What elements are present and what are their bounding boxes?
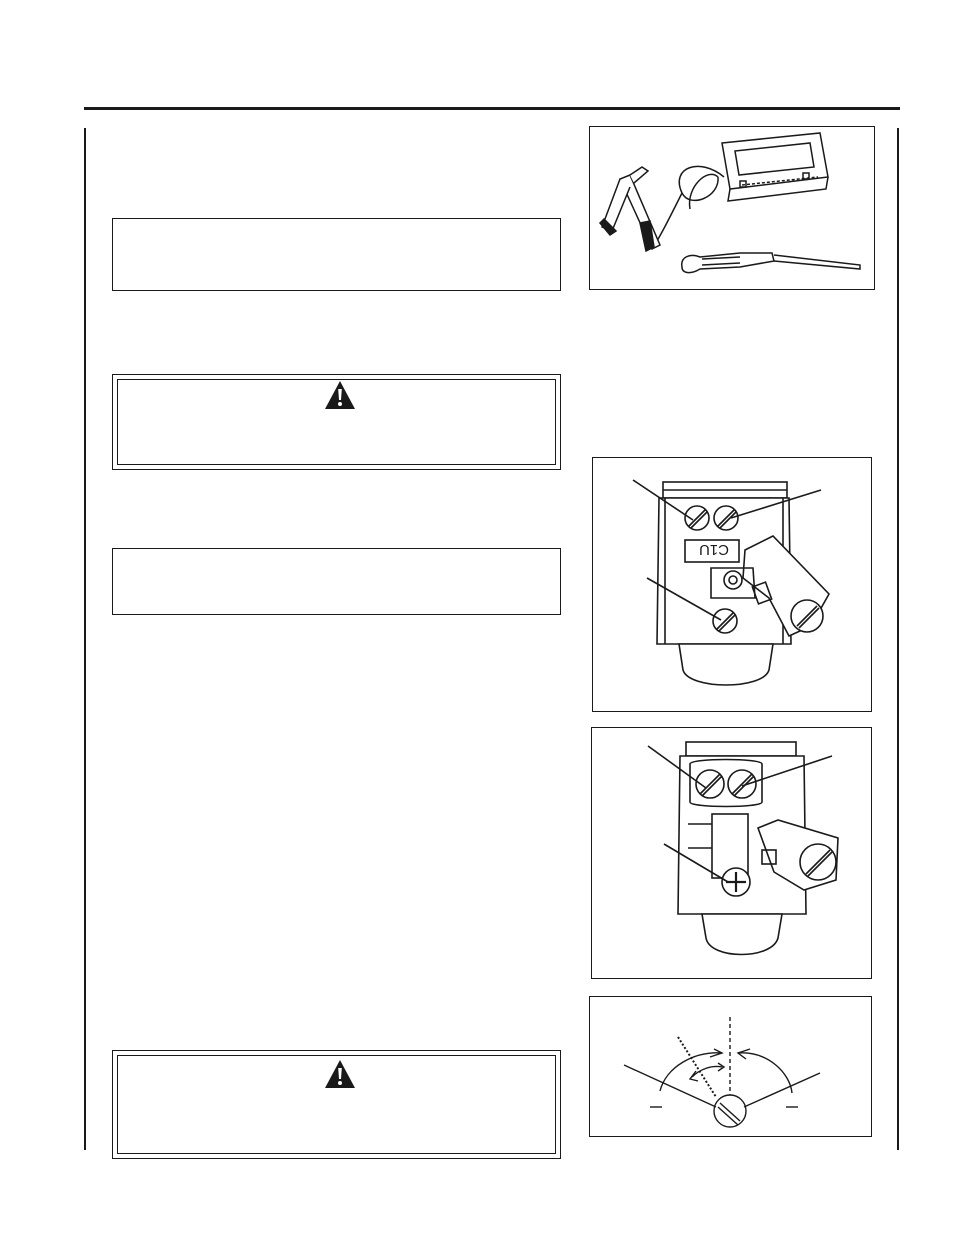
warning-box-2	[112, 1050, 561, 1159]
figure-carburetor-2	[591, 727, 872, 979]
warning-box-1	[112, 374, 561, 470]
right-margin-line	[897, 128, 899, 1150]
figure-tachometer	[589, 126, 875, 290]
note-box-1	[112, 218, 561, 291]
warning-triangle-icon	[324, 1059, 356, 1089]
warning-triangle-icon	[324, 380, 356, 410]
figure-turning-range	[589, 996, 872, 1137]
left-margin-line	[84, 128, 86, 1150]
svg-text:C1U: C1U	[698, 541, 729, 558]
header-rule	[84, 107, 900, 110]
note-box-2	[112, 548, 561, 615]
figure-carburetor-1	[592, 457, 872, 712]
